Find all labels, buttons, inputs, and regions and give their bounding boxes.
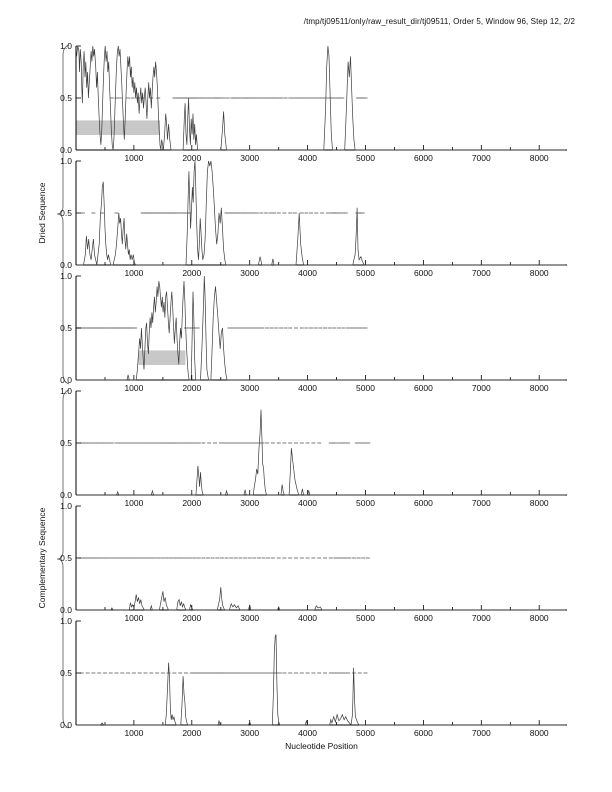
svg-text:1000: 1000 xyxy=(124,728,144,738)
svg-text:6000: 6000 xyxy=(413,268,433,278)
svg-text:8000: 8000 xyxy=(529,153,549,163)
svg-text:0.5: 0.5 xyxy=(60,93,72,103)
x-ticks xyxy=(105,375,539,380)
svg-text:3000: 3000 xyxy=(240,268,260,278)
svg-text:7000: 7000 xyxy=(471,268,491,278)
svg-text:8000: 8000 xyxy=(529,498,549,508)
y-tick-labels xyxy=(60,41,72,155)
svg-text:6000: 6000 xyxy=(413,153,433,163)
svg-text:7000: 7000 xyxy=(471,153,491,163)
svg-text:0.0: 0.0 xyxy=(60,375,72,385)
series-line xyxy=(76,587,565,610)
svg-text:3000: 3000 xyxy=(240,153,260,163)
svg-text:5000: 5000 xyxy=(356,613,375,623)
svg-text:6000: 6000 xyxy=(413,498,433,508)
svg-text:1.0: 1.0 xyxy=(60,156,72,166)
svg-text:1000: 1000 xyxy=(124,153,144,163)
y-ticks xyxy=(76,506,81,610)
svg-text:7000: 7000 xyxy=(471,383,491,393)
svg-text:1.0: 1.0 xyxy=(60,41,72,51)
svg-text:3000: 3000 xyxy=(240,498,260,508)
series-line xyxy=(76,635,565,726)
series-line xyxy=(76,410,565,495)
svg-text:1.0: 1.0 xyxy=(60,616,72,626)
x-tick-labels xyxy=(124,728,548,738)
y-tick-labels xyxy=(60,501,72,615)
svg-text:8000: 8000 xyxy=(529,383,549,393)
x-ticks xyxy=(105,490,539,495)
svg-text:0.0: 0.0 xyxy=(60,605,72,615)
svg-text:1000: 1000 xyxy=(124,383,144,393)
y-ticks xyxy=(76,391,81,495)
svg-text:2000: 2000 xyxy=(182,268,202,278)
svg-text:1000: 1000 xyxy=(124,498,144,508)
svg-text:1000: 1000 xyxy=(124,268,144,278)
svg-text:7000: 7000 xyxy=(471,613,491,623)
svg-text:6000: 6000 xyxy=(413,613,433,623)
svg-text:0.0: 0.0 xyxy=(60,490,72,500)
svg-text:5000: 5000 xyxy=(356,728,375,738)
x-ticks xyxy=(105,720,539,725)
subplot-dried-3 xyxy=(0,271,612,401)
svg-text:0.0: 0.0 xyxy=(60,260,72,270)
subplot-complementary-3 xyxy=(0,616,612,746)
subplot-complementary-1 xyxy=(0,386,612,516)
svg-text:7000: 7000 xyxy=(471,728,491,738)
svg-text:8000: 8000 xyxy=(529,613,549,623)
y-ticks xyxy=(76,621,81,725)
svg-text:6000: 6000 xyxy=(413,383,433,393)
svg-text:0.5: 0.5 xyxy=(60,208,72,218)
svg-text:5000: 5000 xyxy=(356,268,375,278)
complementary-sequence-label: Complementary Sequence xyxy=(37,507,47,609)
svg-text:6000: 6000 xyxy=(413,728,433,738)
subplot-complementary-2 xyxy=(0,501,612,631)
x-axis-label: Nucleotide Position xyxy=(285,741,358,751)
dried-sequence-label: Dried Sequence xyxy=(37,182,47,244)
svg-text:2000: 2000 xyxy=(182,728,202,738)
subplot-dried-1 xyxy=(0,41,612,171)
y-ticks xyxy=(76,276,81,380)
y-tick-labels xyxy=(60,616,72,730)
svg-text:3000: 3000 xyxy=(240,383,260,393)
svg-text:1.0: 1.0 xyxy=(60,501,72,511)
svg-text:2000: 2000 xyxy=(182,498,202,508)
svg-text:3000: 3000 xyxy=(240,728,260,738)
x-ticks xyxy=(105,605,539,610)
svg-text:5000: 5000 xyxy=(356,153,375,163)
y-ticks xyxy=(76,161,81,265)
svg-text:5000: 5000 xyxy=(356,383,375,393)
svg-text:2000: 2000 xyxy=(182,613,202,623)
svg-text:0.5: 0.5 xyxy=(60,323,72,333)
x-ticks xyxy=(105,260,539,265)
svg-text:1.0: 1.0 xyxy=(60,271,72,281)
svg-text:8000: 8000 xyxy=(529,268,549,278)
svg-text:0.0: 0.0 xyxy=(60,145,72,155)
y-tick-labels xyxy=(60,386,72,500)
subplot-dried-2 xyxy=(0,156,612,286)
svg-text:8000: 8000 xyxy=(529,728,549,738)
svg-text:4000: 4000 xyxy=(298,383,318,393)
svg-text:0.5: 0.5 xyxy=(60,438,72,448)
highlight-band xyxy=(76,120,160,135)
x-ticks xyxy=(105,145,539,150)
svg-text:0.5: 0.5 xyxy=(60,553,72,563)
svg-text:3000: 3000 xyxy=(240,613,260,623)
svg-text:4000: 4000 xyxy=(298,613,318,623)
svg-text:1.0: 1.0 xyxy=(60,386,72,396)
svg-text:2000: 2000 xyxy=(182,153,202,163)
svg-text:7000: 7000 xyxy=(471,498,491,508)
svg-text:4000: 4000 xyxy=(298,498,318,508)
y-tick-labels xyxy=(60,271,72,385)
y-tick-labels xyxy=(60,156,72,270)
svg-text:1000: 1000 xyxy=(124,613,144,623)
svg-text:2000: 2000 xyxy=(182,383,202,393)
svg-text:0.5: 0.5 xyxy=(60,668,72,678)
svg-text:4000: 4000 xyxy=(298,153,318,163)
svg-text:4000: 4000 xyxy=(298,268,318,278)
svg-text:4000: 4000 xyxy=(298,728,318,738)
svg-text:0.0: 0.0 xyxy=(60,720,72,730)
svg-text:5000: 5000 xyxy=(356,498,375,508)
figure-title: /tmp/tj09511/only/raw_result_dir/tj09511, Order 5, Window 96, Step 12, 2/2 xyxy=(303,17,575,26)
